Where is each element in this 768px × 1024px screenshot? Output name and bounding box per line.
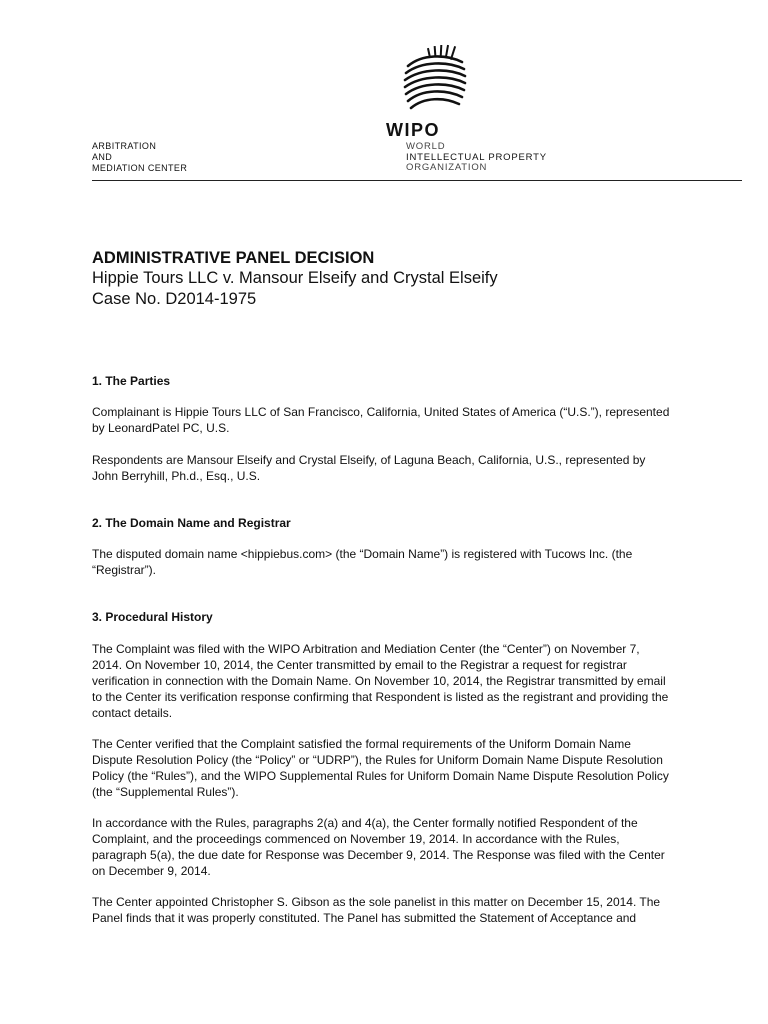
paragraph-line: In accordance with the Rules, paragraphs 2(a) and 4(a), the Center formally notified Respondent of the bbox=[92, 816, 638, 830]
paragraph-line: to the Center its verification response confirming that Respondent is listed as the registrant and providing the bbox=[92, 690, 669, 704]
paragraph-line: “Registrar”). bbox=[92, 563, 157, 577]
paragraph-line: on December 9, 2014. bbox=[92, 864, 211, 878]
paragraph-line: The disputed domain name <hippiebus.com> (the “Domain Name”) is registered with Tucows Inc. (the bbox=[92, 547, 633, 561]
organization-line: INTELLECTUAL PROPERTY bbox=[406, 151, 547, 163]
organization-line: ORGANIZATION bbox=[406, 162, 488, 173]
wipo-logo bbox=[384, 44, 584, 176]
paragraph bbox=[92, 894, 722, 926]
case-name: Hippie Tours LLC v. Mansour Elseify and Crystal Elseify bbox=[92, 269, 498, 287]
paragraph bbox=[92, 736, 722, 800]
title-block bbox=[92, 248, 732, 310]
paragraph-line: Respondents are Mansour Elseify and Crystal Elseify, of Laguna Beach, California, U.S., represented by bbox=[92, 453, 646, 467]
paragraph-line: The Center appointed Christopher S. Gibson as the sole panelist in this matter on December 15, 2014. The bbox=[92, 895, 661, 909]
section-procedural-history bbox=[92, 609, 722, 625]
paragraph bbox=[92, 452, 722, 484]
paragraph-line: 2014. On November 10, 2014, the Center transmitted by email to the Registrar a request for registrar bbox=[92, 658, 627, 672]
section-domain-name bbox=[92, 515, 722, 531]
paragraph-line: (the “Supplemental Rules”). bbox=[92, 785, 239, 799]
paragraph-line: by LeonardPatel PC, U.S. bbox=[92, 421, 230, 435]
paragraph-line: Policy (the “Rules”), and the WIPO Supplemental Rules for Uniform Domain Name Dispute Resolution Policy bbox=[92, 769, 669, 783]
wipo-wordmark: WIPO bbox=[386, 120, 440, 140]
case-number: Case No. D2014-1975 bbox=[92, 290, 257, 308]
paragraph-line: Complainant is Hippie Tours LLC of San Francisco, California, United States of America (“U.S.”), represented bbox=[92, 405, 670, 419]
organization-name bbox=[406, 142, 547, 174]
paragraph bbox=[92, 546, 722, 578]
section-heading: 2. The Domain Name and Registrar bbox=[92, 516, 291, 530]
paragraph-line: The Center verified that the Complaint satisfied the formal requirements of the Uniform Domain Name bbox=[92, 737, 631, 751]
paragraph-line: contact details. bbox=[92, 706, 173, 720]
paragraph bbox=[92, 404, 722, 436]
center-name-line: AND bbox=[92, 152, 113, 162]
paragraph-line: The Complaint was filed with the WIPO Arbitration and Mediation Center (the “Center”) on November 7, bbox=[92, 642, 640, 656]
paragraph bbox=[92, 641, 722, 721]
section-heading: 1. The Parties bbox=[92, 374, 171, 388]
paragraph bbox=[92, 815, 722, 879]
organization-line: WORLD bbox=[406, 141, 446, 152]
center-name-line: MEDIATION CENTER bbox=[92, 163, 188, 173]
center-name-line: ARBITRATION bbox=[92, 141, 157, 151]
paragraph-line: verification in connection with the Domain Name. On November 10, 2014, the Registrar transmitted by email bbox=[92, 674, 666, 688]
section-parties bbox=[92, 373, 722, 389]
center-name bbox=[92, 141, 187, 174]
wipo-emblem-icon bbox=[402, 44, 472, 122]
decision-heading: ADMINISTRATIVE PANEL DECISION bbox=[92, 249, 375, 267]
paragraph-line: Complaint, and the proceedings commenced on November 19, 2014. In accordance with the Rules, bbox=[92, 832, 620, 846]
paragraph-line: John Berryhill, Ph.d., Esq., U.S. bbox=[92, 469, 261, 483]
section-heading: 3. Procedural History bbox=[92, 610, 213, 624]
paragraph-line: paragraph 5(a), the due date for Response was December 9, 2014. The Response was filed with the Center bbox=[92, 848, 665, 862]
paragraph-line: Panel finds that it was properly constituted. The Panel has submitted the Statement of Acceptance and bbox=[92, 911, 637, 925]
header-divider bbox=[92, 180, 742, 181]
paragraph-line: Dispute Resolution Policy (the “Policy” or “UDRP”), the Rules for Uniform Domain Name Dispute Resolution bbox=[92, 753, 663, 767]
